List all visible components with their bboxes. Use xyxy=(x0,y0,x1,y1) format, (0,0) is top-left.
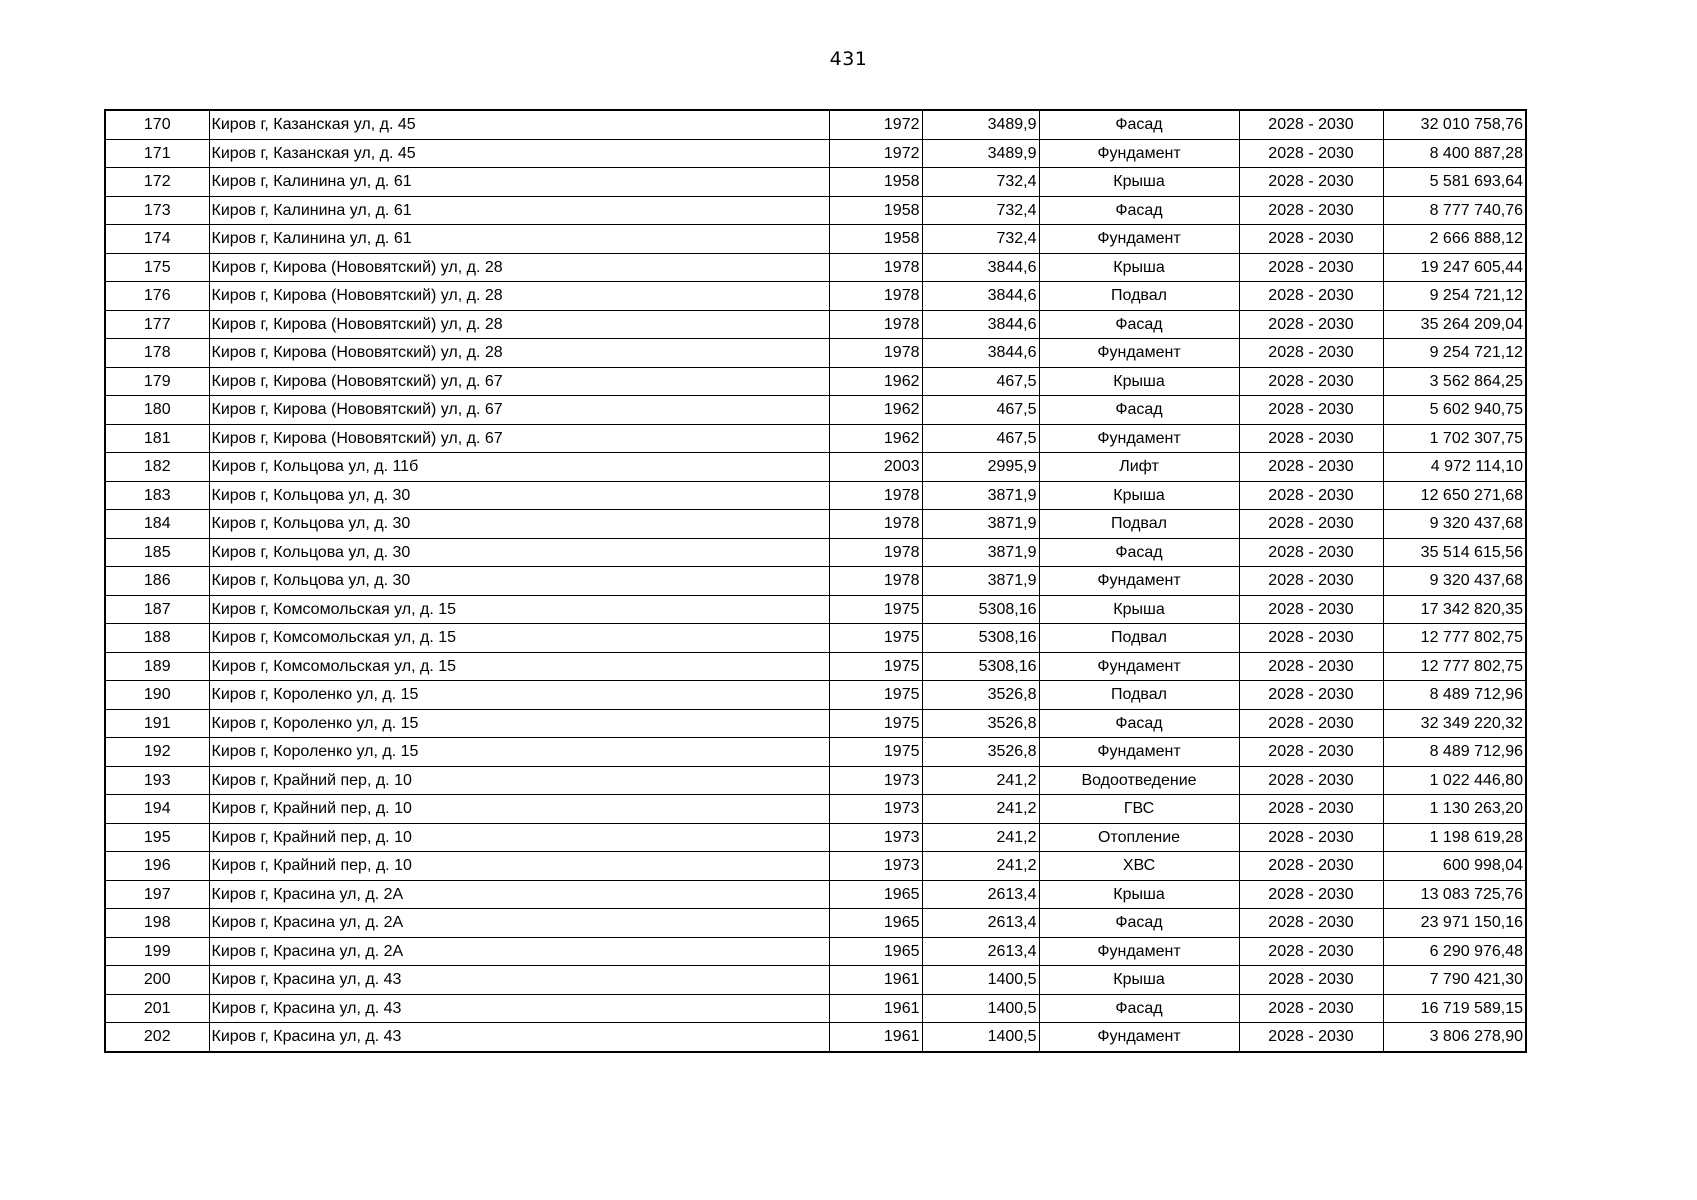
table-row xyxy=(105,396,1526,425)
cost-cell: 9 320 437,68 xyxy=(1383,567,1526,596)
row-number-cell: 175 xyxy=(105,253,209,282)
build-year-cell: 1978 xyxy=(829,481,922,510)
row-number-cell: 187 xyxy=(105,595,209,624)
address-cell: Киров г, Красина ул, д. 43 xyxy=(209,966,829,995)
row-number-cell: 201 xyxy=(105,994,209,1023)
work-type-cell: ХВС xyxy=(1039,852,1239,881)
area-cell: 3489,9 xyxy=(922,139,1039,168)
period-cell: 2028 - 2030 xyxy=(1239,709,1383,738)
period-cell: 2028 - 2030 xyxy=(1239,139,1383,168)
work-type-cell: Крыша xyxy=(1039,253,1239,282)
period-cell: 2028 - 2030 xyxy=(1239,966,1383,995)
area-cell: 2613,4 xyxy=(922,880,1039,909)
build-year-cell: 1958 xyxy=(829,225,922,254)
table-row xyxy=(105,937,1526,966)
table-row xyxy=(105,766,1526,795)
area-cell: 3844,6 xyxy=(922,310,1039,339)
work-type-cell: Фасад xyxy=(1039,994,1239,1023)
area-cell: 241,2 xyxy=(922,766,1039,795)
area-cell: 241,2 xyxy=(922,823,1039,852)
cost-cell: 32 010 758,76 xyxy=(1383,110,1526,139)
work-type-cell: Фасад xyxy=(1039,110,1239,139)
row-number-cell: 180 xyxy=(105,396,209,425)
address-cell: Киров г, Красина ул, д. 2А xyxy=(209,937,829,966)
table-row xyxy=(105,196,1526,225)
work-type-cell: Фундамент xyxy=(1039,1023,1239,1052)
table-row xyxy=(105,567,1526,596)
area-cell: 5308,16 xyxy=(922,595,1039,624)
build-year-cell: 1973 xyxy=(829,766,922,795)
table-body xyxy=(105,110,1526,1052)
cost-cell: 9 320 437,68 xyxy=(1383,510,1526,539)
address-cell: Киров г, Кирова (Нововятский) ул, д. 67 xyxy=(209,367,829,396)
address-cell: Киров г, Казанская ул, д. 45 xyxy=(209,110,829,139)
table-row xyxy=(105,168,1526,197)
build-year-cell: 1978 xyxy=(829,282,922,311)
area-cell: 1400,5 xyxy=(922,994,1039,1023)
address-cell: Киров г, Кольцова ул, д. 11б xyxy=(209,453,829,482)
area-cell: 1400,5 xyxy=(922,1023,1039,1052)
row-number-cell: 179 xyxy=(105,367,209,396)
table-row xyxy=(105,880,1526,909)
table-row xyxy=(105,681,1526,710)
build-year-cell: 1962 xyxy=(829,367,922,396)
work-type-cell: Фундамент xyxy=(1039,567,1239,596)
area-cell: 3526,8 xyxy=(922,681,1039,710)
table-row xyxy=(105,823,1526,852)
row-number-cell: 200 xyxy=(105,966,209,995)
table-row xyxy=(105,738,1526,767)
table-row xyxy=(105,624,1526,653)
build-year-cell: 1972 xyxy=(829,110,922,139)
table-row xyxy=(105,795,1526,824)
area-cell: 3871,9 xyxy=(922,567,1039,596)
row-number-cell: 192 xyxy=(105,738,209,767)
address-cell: Киров г, Короленко ул, д. 15 xyxy=(209,738,829,767)
row-number-cell: 171 xyxy=(105,139,209,168)
build-year-cell: 1975 xyxy=(829,595,922,624)
address-cell: Киров г, Кирова (Нововятский) ул, д. 28 xyxy=(209,310,829,339)
area-cell: 732,4 xyxy=(922,168,1039,197)
table-row xyxy=(105,110,1526,139)
address-cell: Киров г, Кольцова ул, д. 30 xyxy=(209,538,829,567)
cost-cell: 17 342 820,35 xyxy=(1383,595,1526,624)
address-cell: Киров г, Кирова (Нововятский) ул, д. 28 xyxy=(209,282,829,311)
address-cell: Киров г, Калинина ул, д. 61 xyxy=(209,225,829,254)
build-year-cell: 1961 xyxy=(829,1023,922,1052)
work-type-cell: Крыша xyxy=(1039,168,1239,197)
work-type-cell: Фундамент xyxy=(1039,139,1239,168)
row-number-cell: 198 xyxy=(105,909,209,938)
address-cell: Киров г, Кольцова ул, д. 30 xyxy=(209,481,829,510)
build-year-cell: 1975 xyxy=(829,738,922,767)
row-number-cell: 177 xyxy=(105,310,209,339)
area-cell: 467,5 xyxy=(922,396,1039,425)
cost-cell: 5 602 940,75 xyxy=(1383,396,1526,425)
work-type-cell: Крыша xyxy=(1039,966,1239,995)
build-year-cell: 1975 xyxy=(829,681,922,710)
build-year-cell: 1965 xyxy=(829,937,922,966)
row-number-cell: 182 xyxy=(105,453,209,482)
row-number-cell: 188 xyxy=(105,624,209,653)
area-cell: 732,4 xyxy=(922,196,1039,225)
address-cell: Киров г, Красина ул, д. 2А xyxy=(209,880,829,909)
cost-cell: 13 083 725,76 xyxy=(1383,880,1526,909)
cost-cell: 600 998,04 xyxy=(1383,852,1526,881)
cost-cell: 12 650 271,68 xyxy=(1383,481,1526,510)
build-year-cell: 1973 xyxy=(829,852,922,881)
table-row xyxy=(105,652,1526,681)
build-year-cell: 1975 xyxy=(829,709,922,738)
work-type-cell: Крыша xyxy=(1039,367,1239,396)
work-type-cell: Подвал xyxy=(1039,624,1239,653)
area-cell: 1400,5 xyxy=(922,966,1039,995)
build-year-cell: 1962 xyxy=(829,424,922,453)
period-cell: 2028 - 2030 xyxy=(1239,367,1383,396)
row-number-cell: 176 xyxy=(105,282,209,311)
address-cell: Киров г, Калинина ул, д. 61 xyxy=(209,168,829,197)
period-cell: 2028 - 2030 xyxy=(1239,253,1383,282)
period-cell: 2028 - 2030 xyxy=(1239,110,1383,139)
address-cell: Киров г, Короленко ул, д. 15 xyxy=(209,681,829,710)
table-row xyxy=(105,709,1526,738)
area-cell: 3844,6 xyxy=(922,339,1039,368)
period-cell: 2028 - 2030 xyxy=(1239,681,1383,710)
cost-cell: 35 264 209,04 xyxy=(1383,310,1526,339)
build-year-cell: 1961 xyxy=(829,994,922,1023)
work-type-cell: Крыша xyxy=(1039,595,1239,624)
cost-cell: 8 400 887,28 xyxy=(1383,139,1526,168)
cost-cell: 12 777 802,75 xyxy=(1383,652,1526,681)
area-cell: 3844,6 xyxy=(922,282,1039,311)
area-cell: 5308,16 xyxy=(922,624,1039,653)
period-cell: 2028 - 2030 xyxy=(1239,567,1383,596)
area-cell: 467,5 xyxy=(922,424,1039,453)
address-cell: Киров г, Крайний пер, д. 10 xyxy=(209,823,829,852)
period-cell: 2028 - 2030 xyxy=(1239,595,1383,624)
table-row xyxy=(105,852,1526,881)
address-cell: Киров г, Кирова (Нововятский) ул, д. 28 xyxy=(209,253,829,282)
period-cell: 2028 - 2030 xyxy=(1239,538,1383,567)
work-type-cell: Фасад xyxy=(1039,709,1239,738)
row-number-cell: 173 xyxy=(105,196,209,225)
row-number-cell: 181 xyxy=(105,424,209,453)
area-cell: 2613,4 xyxy=(922,937,1039,966)
address-cell: Киров г, Кольцова ул, д. 30 xyxy=(209,510,829,539)
repair-schedule-table xyxy=(104,109,1527,1053)
table-row xyxy=(105,510,1526,539)
area-cell: 2613,4 xyxy=(922,909,1039,938)
cost-cell: 32 349 220,32 xyxy=(1383,709,1526,738)
area-cell: 3526,8 xyxy=(922,738,1039,767)
cost-cell: 8 489 712,96 xyxy=(1383,681,1526,710)
period-cell: 2028 - 2030 xyxy=(1239,880,1383,909)
address-cell: Киров г, Кирова (Нововятский) ул, д. 67 xyxy=(209,424,829,453)
area-cell: 3526,8 xyxy=(922,709,1039,738)
table-row xyxy=(105,595,1526,624)
area-cell: 241,2 xyxy=(922,795,1039,824)
period-cell: 2028 - 2030 xyxy=(1239,766,1383,795)
cost-cell: 19 247 605,44 xyxy=(1383,253,1526,282)
area-cell: 5308,16 xyxy=(922,652,1039,681)
area-cell: 3871,9 xyxy=(922,538,1039,567)
work-type-cell: Фундамент xyxy=(1039,652,1239,681)
row-number-cell: 196 xyxy=(105,852,209,881)
period-cell: 2028 - 2030 xyxy=(1239,310,1383,339)
work-type-cell: Фундамент xyxy=(1039,937,1239,966)
table-row xyxy=(105,994,1526,1023)
cost-cell: 4 972 114,10 xyxy=(1383,453,1526,482)
cost-cell: 8 777 740,76 xyxy=(1383,196,1526,225)
build-year-cell: 1972 xyxy=(829,139,922,168)
row-number-cell: 185 xyxy=(105,538,209,567)
period-cell: 2028 - 2030 xyxy=(1239,909,1383,938)
row-number-cell: 197 xyxy=(105,880,209,909)
address-cell: Киров г, Комсомольская ул, д. 15 xyxy=(209,652,829,681)
work-type-cell: Фасад xyxy=(1039,909,1239,938)
page-number: 431 xyxy=(829,48,868,70)
table-row xyxy=(105,1023,1526,1052)
build-year-cell: 1978 xyxy=(829,310,922,339)
cost-cell: 8 489 712,96 xyxy=(1383,738,1526,767)
row-number-cell: 194 xyxy=(105,795,209,824)
area-cell: 2995,9 xyxy=(922,453,1039,482)
cost-cell: 1 130 263,20 xyxy=(1383,795,1526,824)
period-cell: 2028 - 2030 xyxy=(1239,738,1383,767)
work-type-cell: Подвал xyxy=(1039,681,1239,710)
table-row xyxy=(105,481,1526,510)
period-cell: 2028 - 2030 xyxy=(1239,937,1383,966)
address-cell: Киров г, Кирова (Нововятский) ул, д. 67 xyxy=(209,396,829,425)
cost-cell: 1 022 446,80 xyxy=(1383,766,1526,795)
row-number-cell: 191 xyxy=(105,709,209,738)
cost-cell: 2 666 888,12 xyxy=(1383,225,1526,254)
build-year-cell: 1978 xyxy=(829,253,922,282)
cost-cell: 23 971 150,16 xyxy=(1383,909,1526,938)
cost-cell: 12 777 802,75 xyxy=(1383,624,1526,653)
area-cell: 467,5 xyxy=(922,367,1039,396)
work-type-cell: Фасад xyxy=(1039,196,1239,225)
address-cell: Киров г, Крайний пер, д. 10 xyxy=(209,795,829,824)
cost-cell: 9 254 721,12 xyxy=(1383,282,1526,311)
cost-cell: 9 254 721,12 xyxy=(1383,339,1526,368)
build-year-cell: 1965 xyxy=(829,880,922,909)
area-cell: 3844,6 xyxy=(922,253,1039,282)
address-cell: Киров г, Кирова (Нововятский) ул, д. 28 xyxy=(209,339,829,368)
work-type-cell: Фасад xyxy=(1039,310,1239,339)
cost-cell: 3 562 864,25 xyxy=(1383,367,1526,396)
period-cell: 2028 - 2030 xyxy=(1239,652,1383,681)
build-year-cell: 1973 xyxy=(829,823,922,852)
table-row xyxy=(105,139,1526,168)
row-number-cell: 178 xyxy=(105,339,209,368)
period-cell: 2028 - 2030 xyxy=(1239,168,1383,197)
period-cell: 2028 - 2030 xyxy=(1239,994,1383,1023)
address-cell: Киров г, Крайний пер, д. 10 xyxy=(209,766,829,795)
build-year-cell: 1965 xyxy=(829,909,922,938)
table-row xyxy=(105,367,1526,396)
build-year-cell: 1978 xyxy=(829,567,922,596)
address-cell: Киров г, Красина ул, д. 43 xyxy=(209,994,829,1023)
period-cell: 2028 - 2030 xyxy=(1239,481,1383,510)
work-type-cell: ГВС xyxy=(1039,795,1239,824)
period-cell: 2028 - 2030 xyxy=(1239,196,1383,225)
build-year-cell: 1978 xyxy=(829,510,922,539)
row-number-cell: 184 xyxy=(105,510,209,539)
cost-cell: 5 581 693,64 xyxy=(1383,168,1526,197)
work-type-cell: Фундамент xyxy=(1039,424,1239,453)
row-number-cell: 170 xyxy=(105,110,209,139)
cost-cell: 3 806 278,90 xyxy=(1383,1023,1526,1052)
build-year-cell: 2003 xyxy=(829,453,922,482)
work-type-cell: Фасад xyxy=(1039,538,1239,567)
period-cell: 2028 - 2030 xyxy=(1239,282,1383,311)
address-cell: Киров г, Красина ул, д. 2А xyxy=(209,909,829,938)
table-row xyxy=(105,909,1526,938)
build-year-cell: 1975 xyxy=(829,652,922,681)
build-year-cell: 1978 xyxy=(829,339,922,368)
work-type-cell: Лифт xyxy=(1039,453,1239,482)
cost-cell: 1 198 619,28 xyxy=(1383,823,1526,852)
cost-cell: 6 290 976,48 xyxy=(1383,937,1526,966)
period-cell: 2028 - 2030 xyxy=(1239,510,1383,539)
period-cell: 2028 - 2030 xyxy=(1239,453,1383,482)
address-cell: Киров г, Комсомольская ул, д. 15 xyxy=(209,624,829,653)
build-year-cell: 1978 xyxy=(829,538,922,567)
row-number-cell: 195 xyxy=(105,823,209,852)
period-cell: 2028 - 2030 xyxy=(1239,795,1383,824)
area-cell: 3489,9 xyxy=(922,110,1039,139)
row-number-cell: 172 xyxy=(105,168,209,197)
build-year-cell: 1962 xyxy=(829,396,922,425)
period-cell: 2028 - 2030 xyxy=(1239,624,1383,653)
period-cell: 2028 - 2030 xyxy=(1239,1023,1383,1052)
table-row xyxy=(105,424,1526,453)
period-cell: 2028 - 2030 xyxy=(1239,396,1383,425)
row-number-cell: 186 xyxy=(105,567,209,596)
area-cell: 241,2 xyxy=(922,852,1039,881)
work-type-cell: Крыша xyxy=(1039,880,1239,909)
period-cell: 2028 - 2030 xyxy=(1239,823,1383,852)
work-type-cell: Подвал xyxy=(1039,510,1239,539)
table-row xyxy=(105,339,1526,368)
work-type-cell: Отопление xyxy=(1039,823,1239,852)
build-year-cell: 1975 xyxy=(829,624,922,653)
work-type-cell: Фундамент xyxy=(1039,225,1239,254)
period-cell: 2028 - 2030 xyxy=(1239,225,1383,254)
address-cell: Киров г, Короленко ул, д. 15 xyxy=(209,709,829,738)
build-year-cell: 1973 xyxy=(829,795,922,824)
table-row xyxy=(105,310,1526,339)
row-number-cell: 174 xyxy=(105,225,209,254)
address-cell: Киров г, Крайний пер, д. 10 xyxy=(209,852,829,881)
area-cell: 732,4 xyxy=(922,225,1039,254)
area-cell: 3871,9 xyxy=(922,481,1039,510)
period-cell: 2028 - 2030 xyxy=(1239,339,1383,368)
address-cell: Киров г, Кольцова ул, д. 30 xyxy=(209,567,829,596)
period-cell: 2028 - 2030 xyxy=(1239,852,1383,881)
row-number-cell: 199 xyxy=(105,937,209,966)
row-number-cell: 193 xyxy=(105,766,209,795)
work-type-cell: Водоотведение xyxy=(1039,766,1239,795)
build-year-cell: 1958 xyxy=(829,196,922,225)
address-cell: Киров г, Казанская ул, д. 45 xyxy=(209,139,829,168)
table-row xyxy=(105,253,1526,282)
cost-cell: 16 719 589,15 xyxy=(1383,994,1526,1023)
address-cell: Киров г, Комсомольская ул, д. 15 xyxy=(209,595,829,624)
table-row xyxy=(105,282,1526,311)
cost-cell: 7 790 421,30 xyxy=(1383,966,1526,995)
work-type-cell: Фундамент xyxy=(1039,738,1239,767)
row-number-cell: 202 xyxy=(105,1023,209,1052)
row-number-cell: 189 xyxy=(105,652,209,681)
work-type-cell: Крыша xyxy=(1039,481,1239,510)
table-row xyxy=(105,966,1526,995)
work-type-cell: Фундамент xyxy=(1039,339,1239,368)
table-row xyxy=(105,538,1526,567)
work-type-cell: Фасад xyxy=(1039,396,1239,425)
address-cell: Киров г, Калинина ул, д. 61 xyxy=(209,196,829,225)
cost-cell: 35 514 615,56 xyxy=(1383,538,1526,567)
period-cell: 2028 - 2030 xyxy=(1239,424,1383,453)
row-number-cell: 183 xyxy=(105,481,209,510)
cost-cell: 1 702 307,75 xyxy=(1383,424,1526,453)
row-number-cell: 190 xyxy=(105,681,209,710)
build-year-cell: 1958 xyxy=(829,168,922,197)
area-cell: 3871,9 xyxy=(922,510,1039,539)
table-row xyxy=(105,453,1526,482)
build-year-cell: 1961 xyxy=(829,966,922,995)
table-row xyxy=(105,225,1526,254)
work-type-cell: Подвал xyxy=(1039,282,1239,311)
address-cell: Киров г, Красина ул, д. 43 xyxy=(209,1023,829,1052)
